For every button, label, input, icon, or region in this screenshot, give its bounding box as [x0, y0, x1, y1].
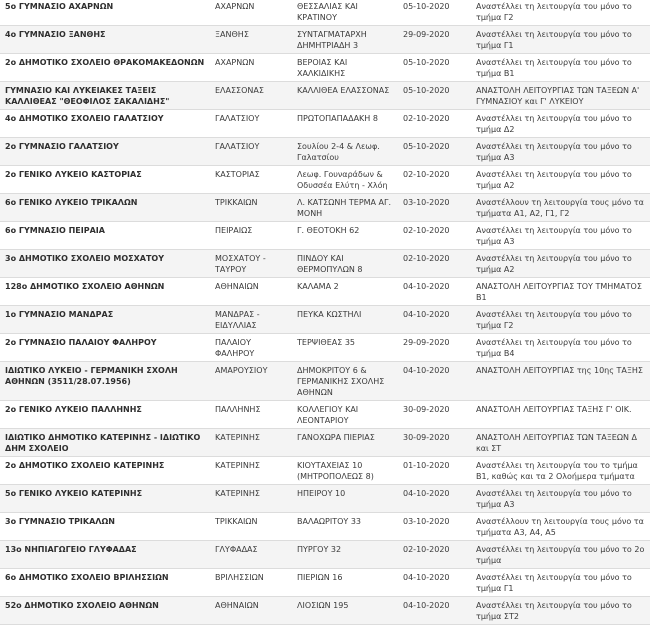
school-name-cell: ΙΔΙΩΤΙΚΟ ΔΗΜΟΤΙΚΟ ΚΑΤΕΡΙΝΗΣ - ΙΔΙΩΤΙΚΟ ΔΗΜ ΣΧΟΛΕΙΟ	[0, 429, 211, 457]
action-cell: Αναστέλλει τη λειτουργία του μόνο το τμήμα Α2	[472, 250, 650, 278]
date-cell: 02-10-2020	[399, 222, 472, 250]
date-cell: 04-10-2020	[399, 306, 472, 334]
action-cell: Αναστέλλει τη λειτουργία του μόνο το τμήμα ΣΤ2	[472, 597, 650, 625]
table-row	[0, 569, 650, 597]
action-cell: Αναστέλλει τη λειτουργία του μόνο το τμήμα Γ2	[472, 306, 650, 334]
action-cell: Αναστέλλει τη λειτουργία του μόνο το τμήμα Γ1	[472, 26, 650, 54]
table-row	[0, 166, 650, 194]
table-row	[0, 82, 650, 110]
table-row	[0, 334, 650, 362]
municipality-cell: ΚΑΣΤΟΡΙΑΣ	[211, 166, 293, 194]
school-name-cell: 1ο ΓΥΜΝΑΣΙΟ ΜΑΝΔΡΑΣ	[0, 306, 211, 334]
municipality-cell: ΚΑΤΕΡΙΝΗΣ	[211, 429, 293, 457]
action-cell: Αναστέλλει τη λειτουργία του μόνο το τμήμα Α3	[472, 138, 650, 166]
date-cell: 01-10-2020	[399, 457, 472, 485]
action-cell: ΑΝΑΣΤΟΛΗ ΛΕΙΤΟΥΡΓΙΑΣ της 10ης ΤΑΞΗΣ	[472, 362, 650, 401]
school-name-cell: 128ο ΔΗΜΟΤΙΚΟ ΣΧΟΛΕΙΟ ΑΘΗΝΩΝ	[0, 278, 211, 306]
action-cell: Αναστέλλει τη λειτουργία του μόνο το τμήμα Α3	[472, 222, 650, 250]
table-row	[0, 485, 650, 513]
date-cell: 04-10-2020	[399, 597, 472, 625]
address-cell: ΚΑΛΑΜΑ 2	[293, 278, 399, 306]
municipality-cell: ΓΑΛΑΤΣΙΟΥ	[211, 138, 293, 166]
address-cell: ΗΠΕΙΡΟΥ 10	[293, 485, 399, 513]
address-cell: ΘΕΣΣΑΛΙΑΣ ΚΑΙ ΚΡΑΤΙΝΟΥ	[293, 0, 399, 26]
municipality-cell: ΑΜΑΡΟΥΣΙΟΥ	[211, 362, 293, 401]
school-name-cell: ΙΔΙΩΤΙΚΟ ΛΥΚΕΙΟ - ΓΕΡΜΑΝΙΚΗ ΣΧΟΛΗ ΑΘΗΝΩΝ (3511/28.07.1956)	[0, 362, 211, 401]
school-name-cell: 2ο ΓΕΝΙΚΟ ΛΥΚΕΙΟ ΠΑΛΛΗΝΗΣ	[0, 401, 211, 429]
table-row	[0, 194, 650, 222]
date-cell: 04-10-2020	[399, 362, 472, 401]
action-cell: Αναστέλλει τη λειτουργία του μόνο το 2ο τμήμα	[472, 541, 650, 569]
address-cell: ΛΙΟΣΙΩΝ 195	[293, 597, 399, 625]
address-cell: ΒΕΡΟΙΑΣ ΚΑΙ ΧΑΛΚΙΔΙΚΗΣ	[293, 54, 399, 82]
action-cell: Αναστέλλει τη λειτουργία του μόνο το τμήμα Α2	[472, 166, 650, 194]
table-row	[0, 597, 650, 625]
action-cell: Αναστέλλει τη λειτουργία του μόνο το τμήμα Δ2	[472, 110, 650, 138]
table-row	[0, 278, 650, 306]
action-cell: ΑΝΑΣΤΟΛΗ ΛΕΙΤΟΥΡΓΙΑΣ ΤΑΞΗΣ Γ' ΟΙΚ.	[472, 401, 650, 429]
municipality-cell: ΒΡΙΛΗΣΣΙΩΝ	[211, 569, 293, 597]
date-cell: 05-10-2020	[399, 138, 472, 166]
address-cell: ΣΥΝΤΑΓΜΑΤΑΡΧΗ ΔΗΜΗΤΡΙΑΔΗ 3	[293, 26, 399, 54]
table-row	[0, 513, 650, 541]
action-cell: ΑΝΑΣΤΟΛΗ ΛΕΙΤΟΥΡΓΙΑΣ ΤΟΥ ΤΜΗΜΑΤΟΣ Β1	[472, 278, 650, 306]
address-cell: ΚΑΛΛΙΘΕΑ ΕΛΑΣΣΟΝΑΣ	[293, 82, 399, 110]
municipality-cell: ΤΡΙΚΚΑΙΩΝ	[211, 513, 293, 541]
date-cell: 05-10-2020	[399, 54, 472, 82]
municipality-cell: ΕΛΑΣΣΟΝΑΣ	[211, 82, 293, 110]
action-cell: ΑΝΑΣΤΟΛΗ ΛΕΙΤΟΥΡΓΙΑΣ ΤΩΝ ΤΑΞΕΩΝ Α' ΓΥΜΝΑΣΙΟΥ και Γ' ΛΥΚΕΙΟΥ	[472, 82, 650, 110]
municipality-cell: ΚΑΤΕΡΙΝΗΣ	[211, 457, 293, 485]
address-cell: ΠΙΕΡΙΩΝ 16	[293, 569, 399, 597]
school-name-cell: 6ο ΓΥΜΝΑΣΙΟ ΠΕΙΡΑΙΑ	[0, 222, 211, 250]
table-row	[0, 457, 650, 485]
table-row	[0, 222, 650, 250]
address-cell: ΚΙΟΥΤΑΧΕΙΑΣ 10 (ΜΗΤΡΟΠΟΛΕΩΣ 8)	[293, 457, 399, 485]
school-name-cell: 4ο ΔΗΜΟΤΙΚΟ ΣΧΟΛΕΙΟ ΓΑΛΑΤΣΙΟΥ	[0, 110, 211, 138]
municipality-cell: ΠΕΙΡΑΙΩΣ	[211, 222, 293, 250]
action-cell: Αναστέλλει τη λειτουργία του μόνο το τμήμα Γ2	[472, 0, 650, 26]
school-name-cell: 6ο ΔΗΜΟΤΙΚΟ ΣΧΟΛΕΙΟ ΒΡΙΛΗΣΣΙΩΝ	[0, 569, 211, 597]
municipality-cell: ΠΑΛΑΙΟΥ ΦΑΛΗΡΟΥ	[211, 334, 293, 362]
municipality-cell: ΑΘΗΝΑΙΩΝ	[211, 278, 293, 306]
address-cell: Λεωφ. Γουναράδων & Οδυσσέα Ελύτη - Χλόη	[293, 166, 399, 194]
table-row	[0, 429, 650, 457]
action-cell: Αναστέλλει τη λειτουργία του μόνο το τμήμα Β4	[472, 334, 650, 362]
date-cell: 04-10-2020	[399, 278, 472, 306]
action-cell: Αναστέλλει τη λειτουργία του μόνο το τμήμα Α3	[472, 485, 650, 513]
table-row	[0, 250, 650, 278]
municipality-cell: ΜΟΣΧΑΤΟΥ - ΤΑΥΡΟΥ	[211, 250, 293, 278]
school-name-cell: 52ο ΔΗΜΟΤΙΚΟ ΣΧΟΛΕΙΟ ΑΘΗΝΩΝ	[0, 597, 211, 625]
date-cell: 02-10-2020	[399, 166, 472, 194]
municipality-cell: ΜΑΝΔΡΑΣ - ΕΙΔΥΛΛΙΑΣ	[211, 306, 293, 334]
school-name-cell: 2ο ΓΥΜΝΑΣΙΟ ΓΑΛΑΤΣΙΟΥ	[0, 138, 211, 166]
table-row	[0, 138, 650, 166]
table-row	[0, 110, 650, 138]
school-name-cell: 4ο ΓΥΜΝΑΣΙΟ ΞΑΝΘΗΣ	[0, 26, 211, 54]
school-name-cell: 5ο ΓΕΝΙΚΟ ΛΥΚΕΙΟ ΚΑΤΕΡΙΝΗΣ	[0, 485, 211, 513]
municipality-cell: ΓΑΛΑΤΣΙΟΥ	[211, 110, 293, 138]
municipality-cell: ΞΑΝΘΗΣ	[211, 26, 293, 54]
date-cell: 05-10-2020	[399, 82, 472, 110]
municipality-cell: ΑΧΑΡΝΩΝ	[211, 54, 293, 82]
school-name-cell: 2ο ΓΕΝΙΚΟ ΛΥΚΕΙΟ ΚΑΣΤΟΡΙΑΣ	[0, 166, 211, 194]
school-name-cell: 13ο ΝΗΠΙΑΓΩΓΕΙΟ ΓΛΥΦΑΔΑΣ	[0, 541, 211, 569]
municipality-cell: ΚΑΤΕΡΙΝΗΣ	[211, 485, 293, 513]
table-row	[0, 26, 650, 54]
address-cell: ΔΗΜΟΚΡΙΤΟΥ 6 & ΓΕΡΜΑΝΙΚΗΣ ΣΧΟΛΗΣ ΑΘΗΝΩΝ	[293, 362, 399, 401]
school-name-cell: 2ο ΔΗΜΟΤΙΚΟ ΣΧΟΛΕΙΟ ΘΡΑΚΟΜΑΚΕΔΟΝΩΝ	[0, 54, 211, 82]
address-cell: ΒΑΛΑΩΡΙΤΟΥ 33	[293, 513, 399, 541]
table-row	[0, 401, 650, 429]
date-cell: 04-10-2020	[399, 569, 472, 597]
action-cell: Αναστέλλει τη λειτουργία του το τμήμα Β1, καθώς και τα 2 Ολοήμερα τμήματα	[472, 457, 650, 485]
municipality-cell: ΠΑΛΛΗΝΗΣ	[211, 401, 293, 429]
action-cell: Αναστέλλει τη λειτουργία του μόνο το τμήμα Γ1	[472, 569, 650, 597]
table-row	[0, 362, 650, 401]
municipality-cell: ΓΛΥΦΑΔΑΣ	[211, 541, 293, 569]
address-cell: ΠΕΥΚΑ ΚΩΣΤΗΛΙ	[293, 306, 399, 334]
school-name-cell: 2ο ΓΥΜΝΑΣΙΟ ΠΑΛΑΙΟΥ ΦΑΛΗΡΟΥ	[0, 334, 211, 362]
school-name-cell: 3ο ΔΗΜΟΤΙΚΟ ΣΧΟΛΕΙΟ ΜΟΣΧΑΤΟΥ	[0, 250, 211, 278]
address-cell: ΠΥΡΓΟΥ 32	[293, 541, 399, 569]
action-cell: Αναστέλλουν τη λειτουργία τους μόνο τα τμήματα Α3, Α4, Α5	[472, 513, 650, 541]
table-row	[0, 0, 650, 26]
date-cell: 04-10-2020	[399, 485, 472, 513]
date-cell: 29-09-2020	[399, 334, 472, 362]
address-cell: ΓΑΝΟΧΩΡΑ ΠΙΕΡΙΑΣ	[293, 429, 399, 457]
date-cell: 03-10-2020	[399, 194, 472, 222]
date-cell: 30-09-2020	[399, 429, 472, 457]
address-cell: ΤΕΡΨΙΘΕΑΣ 35	[293, 334, 399, 362]
school-name-cell: 2ο ΔΗΜΟΤΙΚΟ ΣΧΟΛΕΙΟ ΚΑΤΕΡΙΝΗΣ	[0, 457, 211, 485]
address-cell: Λ. ΚΑΤΣΩΝΗ ΤΕΡΜΑ ΑΓ. ΜΟΝΗ	[293, 194, 399, 222]
address-cell: Σουλίου 2-4 & Λεωφ. Γαλατσίου	[293, 138, 399, 166]
table-row	[0, 541, 650, 569]
date-cell: 29-09-2020	[399, 26, 472, 54]
date-cell: 30-09-2020	[399, 401, 472, 429]
municipality-cell: ΑΘΗΝΑΙΩΝ	[211, 597, 293, 625]
date-cell: 02-10-2020	[399, 110, 472, 138]
table-row	[0, 306, 650, 334]
date-cell: 02-10-2020	[399, 250, 472, 278]
school-name-cell: 5ο ΓΥΜΝΑΣΙΟ ΑΧΑΡΝΩΝ	[0, 0, 211, 26]
action-cell: Αναστέλλει τη λειτουργία του μόνο το τμήμα Β1	[472, 54, 650, 82]
address-cell: Γ. ΘΕΟΤΟΚΗ 62	[293, 222, 399, 250]
table-row	[0, 54, 650, 82]
school-name-cell: 3ο ΓΥΜΝΑΣΙΟ ΤΡΙΚΑΛΩΝ	[0, 513, 211, 541]
municipality-cell: ΤΡΙΚΚΑΙΩΝ	[211, 194, 293, 222]
date-cell: 03-10-2020	[399, 513, 472, 541]
address-cell: ΚΟΛΛΕΓΙΟΥ ΚΑΙ ΛΕΟΝΤΑΡΙΟΥ	[293, 401, 399, 429]
action-cell: Αναστέλλουν τη λειτουργία τους μόνο τα τμήματα Α1, Α2, Γ1, Γ2	[472, 194, 650, 222]
date-cell: 02-10-2020	[399, 541, 472, 569]
municipality-cell: ΑΧΑΡΝΩΝ	[211, 0, 293, 26]
school-name-cell: ΓΥΜΝΑΣΙΟ ΚΑΙ ΛΥΚΕΙΑΚΕΣ ΤΑΞΕΙΣ ΚΑΛΛΙΘΕΑΣ "ΘΕΟΦΙΛΟΣ ΣΑΚΑΛΙΔΗΣ"	[0, 82, 211, 110]
date-cell: 05-10-2020	[399, 0, 472, 26]
address-cell: ΠΡΩΤΟΠΑΠΑΔΑΚΗ 8	[293, 110, 399, 138]
address-cell: ΠΙΝΔΟΥ ΚΑΙ ΘΕΡΜΟΠΥΛΩΝ 8	[293, 250, 399, 278]
school-name-cell: 6ο ΓΕΝΙΚΟ ΛΥΚΕΙΟ ΤΡΙΚΑΛΩΝ	[0, 194, 211, 222]
action-cell: ΑΝΑΣΤΟΛΗ ΛΕΙΤΟΥΡΓΙΑΣ ΤΩΝ ΤΑΞΕΩΝ Δ και ΣΤ	[472, 429, 650, 457]
